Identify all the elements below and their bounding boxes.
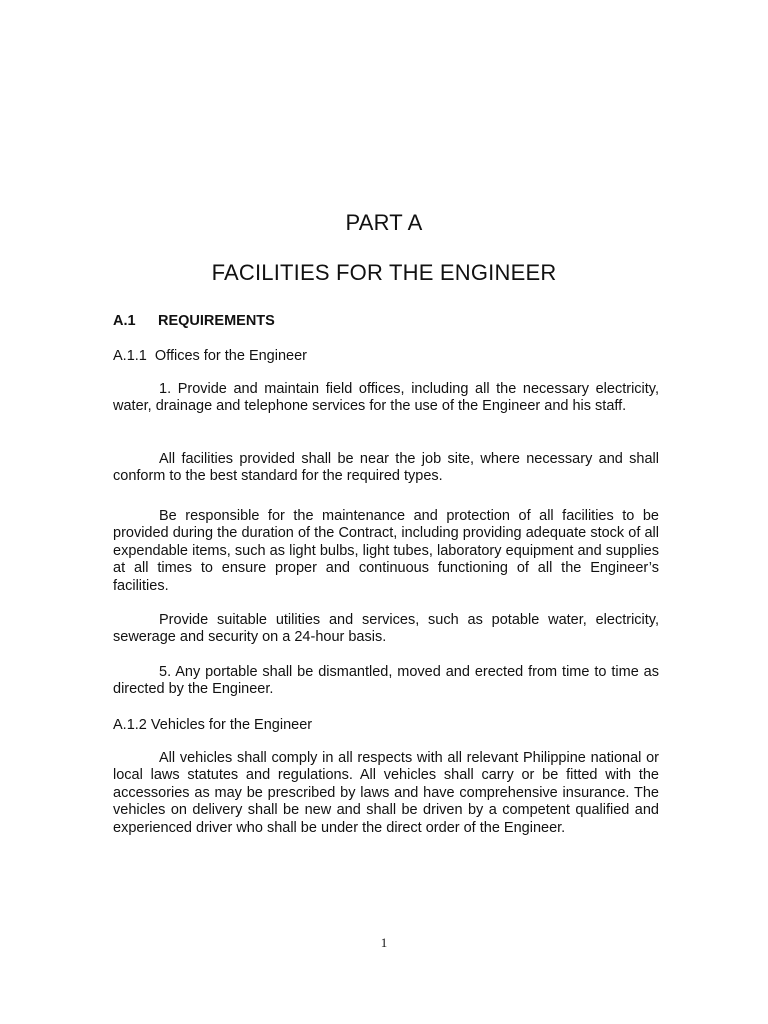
paragraph-utilities: Provide suitable utilities and services, such as potable water, electricity, sewerage and security on a 24-hour basis.: [113, 612, 659, 646]
subsection-heading-vehicles: A.1.2 Vehicles for the Engineer: [113, 717, 313, 733]
page-number: 1: [380, 935, 388, 950]
paragraph-portable: 5. Any portable shall be dismantled, moved and erected from time to time as directed by the Engineer.: [113, 664, 659, 698]
section-heading: [113, 312, 275, 330]
section-title: REQUIREMENTS: [158, 313, 275, 329]
paragraph-field-offices: 1. Provide and maintain field offices, including all the necessary electricity, water, drainage and telephone services for the use of the Engineer and his staff.: [113, 381, 659, 415]
paragraph-facilities-location: All facilities provided shall be near the job site, where necessary and shall conform to the best standard for the required types.: [113, 451, 659, 485]
paragraph-maintenance: Be responsible for the maintenance and protection of all facilities to be provided during the duration of the Contract, including providing adequate stock of all expendable items, such as light bulbs, light tubes, laboratory equipment and supplies at all times to ensure proper and continuous functioning of all the Engineer’s facilities.: [113, 508, 659, 594]
section-number: A.1: [113, 313, 136, 329]
part-title: PART A: [345, 210, 423, 235]
main-title: FACILITIES FOR THE ENGINEER: [211, 260, 557, 285]
subsection-heading-offices: A.1.1 Offices for the Engineer: [113, 348, 307, 364]
paragraph-vehicles: All vehicles shall comply in all respects with all relevant Philippine national or local laws statutes and regulations. All vehicles shall carry or be fitted with the accessories as may be prescribed by laws and have comprehensive insurance. The vehicles on delivery shall be new and shall be driven by a competent qualified and experienced driver who shall be under the direct order of the Engineer.: [113, 750, 659, 836]
